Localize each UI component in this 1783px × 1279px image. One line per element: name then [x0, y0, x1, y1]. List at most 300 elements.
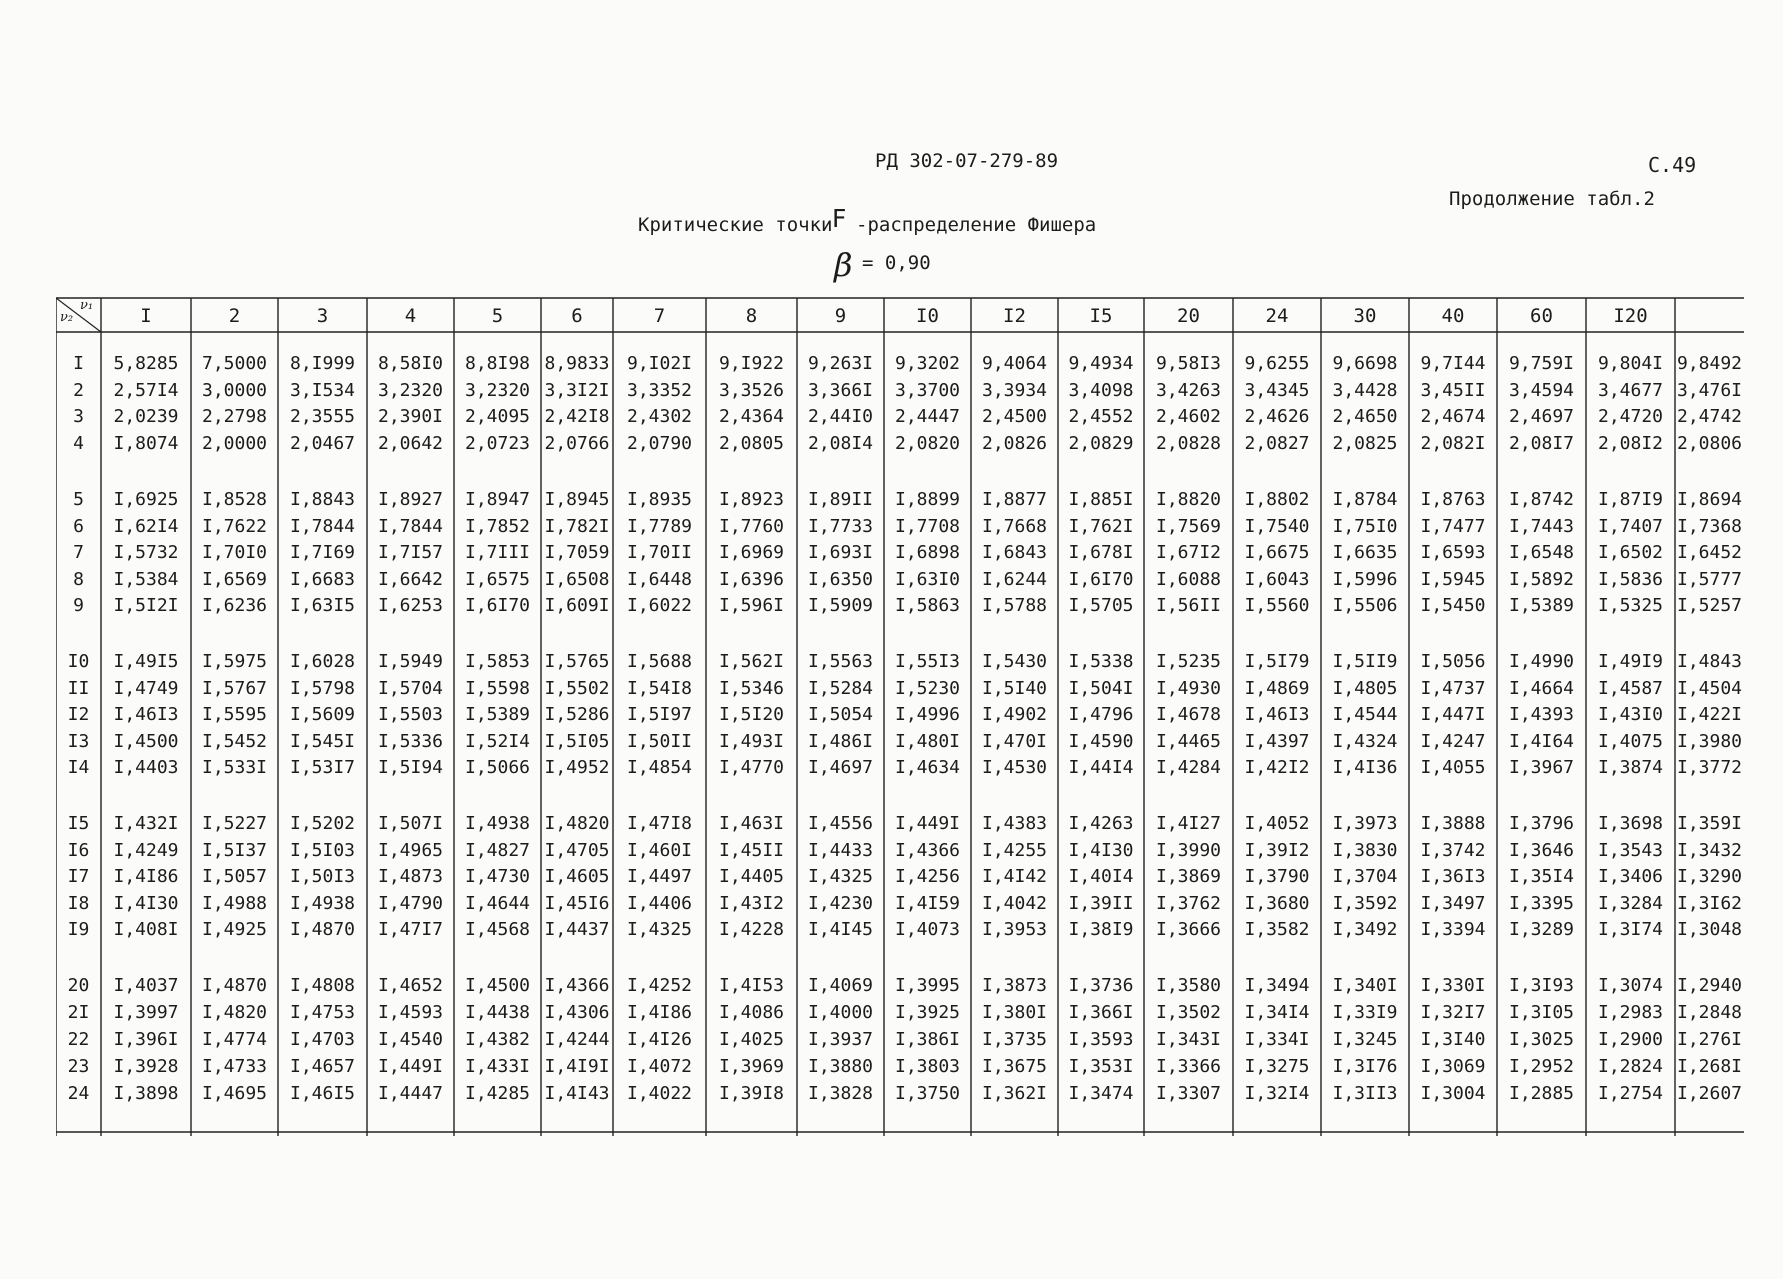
table-continuation-note: Продолжение табл.2 — [1449, 188, 1655, 210]
table-cell: I,4042 — [981, 892, 1048, 914]
table-cell: I,7789 — [626, 515, 693, 537]
table-cell: I,5975 — [201, 651, 268, 672]
table-cell: 3,I534 — [289, 379, 356, 401]
table-cell: I,6675 — [1244, 542, 1310, 563]
table-cell: I,46I5 — [289, 1083, 356, 1104]
column-header: 24 — [1265, 305, 1289, 327]
table-cell: I,596I — [718, 595, 785, 616]
table-cell: I,6925 — [113, 489, 179, 510]
column-header: I2 — [1003, 305, 1026, 327]
row-header: 9 — [73, 595, 84, 616]
row-header: 20 — [67, 975, 90, 996]
table-cell: I,7733 — [807, 515, 874, 537]
table-cell: I,5863 — [894, 595, 961, 616]
table-cell: I,62I4 — [113, 515, 179, 537]
table-cell: I,4497 — [626, 866, 693, 887]
table-cell: 2,0829 — [1068, 432, 1134, 454]
table-cell: I,3474 — [1068, 1083, 1134, 1104]
table-cell: I,4965 — [377, 839, 444, 861]
table-cell: I,4230 — [807, 892, 874, 914]
table-cell: 2,0825 — [1332, 432, 1398, 454]
table-cell: I,3406 — [1597, 866, 1664, 887]
table-cell: 2,0766 — [544, 432, 610, 454]
table-cell: I,7844 — [289, 515, 356, 537]
table-cell: I,4753 — [289, 1002, 356, 1023]
table-cell: I,5I79 — [1244, 651, 1310, 672]
table-cell: I,4069 — [807, 975, 874, 996]
table-cell: 2,42I8 — [544, 406, 610, 427]
table-cell: I,44I4 — [1068, 757, 1134, 778]
row-header: II — [67, 677, 90, 699]
table-cell: 3,2320 — [377, 379, 444, 401]
table-title-suffix: -распределение Фишера — [856, 214, 1097, 236]
column-header: I5 — [1089, 305, 1113, 327]
table-cell: I,4500 — [464, 975, 531, 996]
table-cell: I,4770 — [718, 757, 785, 778]
table-title-prefix: Критические точки — [638, 214, 833, 236]
row-header: I5 — [67, 813, 90, 834]
table-cell: 9,263I — [807, 353, 874, 374]
table-cell: I,4902 — [981, 704, 1048, 725]
column-header: 8 — [745, 305, 758, 327]
table-cell: I,4530 — [981, 757, 1048, 778]
table-cell: I,4938 — [464, 813, 531, 834]
table-cell: I,3II3 — [1332, 1083, 1398, 1104]
table-cell: I,4000 — [807, 1002, 874, 1023]
table-cell: I,43I0 — [1597, 704, 1664, 725]
column-header: 6 — [571, 305, 583, 327]
table-cell: I,5688 — [626, 651, 693, 672]
table-cell: I,56II — [1155, 595, 1222, 616]
column-header: 3 — [316, 305, 329, 327]
table-cell: I,6244 — [981, 568, 1048, 590]
table-cell: 9,I922 — [718, 353, 785, 374]
table-cell: I,353I — [1068, 1056, 1134, 1077]
table-cell: 2,4500 — [981, 406, 1048, 427]
table-cell: I,3937 — [807, 1029, 874, 1050]
table-cell: I,8935 — [626, 489, 693, 510]
table-cell: I,4808 — [289, 975, 356, 996]
table-cell: 9,I02I — [626, 353, 693, 374]
table-cell: I,3543 — [1597, 839, 1664, 861]
table-cell: I,42I2 — [1244, 757, 1310, 778]
table-cell: 2,0723 — [464, 432, 531, 454]
table-cell: I,2848 — [1676, 1002, 1743, 1023]
table-cell: I,6043 — [1244, 568, 1310, 590]
table-cell: I,5202 — [289, 813, 356, 834]
table-cell: I,4820 — [544, 813, 610, 834]
table-cell: I,5430 — [981, 651, 1048, 672]
table-cell: I,3736 — [1068, 975, 1134, 996]
table-cell: I,6683 — [289, 568, 356, 590]
table-cell: I,6088 — [1155, 568, 1222, 590]
table-cell: I,4I53 — [718, 975, 785, 996]
table-cell: I,3925 — [894, 1002, 961, 1023]
column-header: I20 — [1613, 305, 1648, 327]
table-cell: I,3580 — [1155, 975, 1222, 996]
table-cell: I,6575 — [464, 568, 531, 590]
table-cell: I,4I9I — [544, 1056, 610, 1077]
table-cell: I,3698 — [1597, 813, 1664, 834]
table-cell: I,693I — [807, 542, 874, 563]
table-cell: I,63I0 — [894, 568, 961, 590]
table-cell: I,6236 — [201, 595, 268, 616]
table-cell: I,3880 — [807, 1056, 874, 1077]
table-cell: I,4504 — [1676, 677, 1743, 699]
table-cell: I,2754 — [1597, 1083, 1664, 1104]
table-cell: I,3967 — [1508, 757, 1575, 778]
column-header: 7 — [653, 305, 666, 327]
table-cell: I,4568 — [464, 919, 531, 940]
table-cell: I,6I70 — [1068, 568, 1134, 590]
table-cell: I,4820 — [201, 1002, 268, 1023]
table-cell: I,5I20 — [718, 704, 785, 725]
table-cell: I,463I — [718, 813, 785, 834]
table-cell: I,8074 — [113, 432, 179, 454]
table-cell: I,4678 — [1155, 704, 1222, 725]
table-cell: I,3973 — [1332, 813, 1398, 834]
table-cell: I,4590 — [1068, 730, 1134, 752]
table-cell: I,562I — [718, 651, 785, 672]
table-cell: I,8945 — [544, 489, 610, 510]
table-cell: I,4540 — [377, 1029, 444, 1050]
table-cell: I,533I — [201, 757, 268, 778]
column-header: I — [140, 305, 152, 327]
table-cell: I,7I57 — [377, 542, 444, 563]
table-cell: I,3582 — [1244, 919, 1310, 940]
table-cell: I,4244 — [544, 1029, 610, 1050]
table-title-letter: F — [832, 204, 847, 233]
table-cell: 3,4594 — [1508, 379, 1575, 401]
table-cell: I,6635 — [1332, 542, 1398, 563]
table-cell: 3,4345 — [1244, 379, 1310, 401]
table-cell: I,5996 — [1332, 568, 1398, 590]
table-cell: I,4447 — [377, 1083, 444, 1104]
table-cell: I,4930 — [1155, 677, 1222, 699]
table-cell: I,276I — [1676, 1029, 1743, 1050]
row-header: 2 — [73, 379, 84, 401]
table-cell: I,6548 — [1508, 542, 1575, 563]
table-cell: I,3004 — [1420, 1083, 1486, 1104]
table-cell: I,3742 — [1420, 839, 1486, 861]
table-cell: I,5450 — [1420, 595, 1486, 616]
table-cell: I,2900 — [1597, 1029, 1664, 1050]
table-cell: I,460I — [626, 839, 693, 861]
table-cell: I,3I40 — [1420, 1029, 1486, 1050]
table-cell: I,3796 — [1508, 813, 1575, 834]
table-cell: I,39II — [1068, 892, 1134, 914]
table-cell: I,3307 — [1155, 1083, 1222, 1104]
table-cell: I,3969 — [718, 1056, 785, 1077]
table-cell: 2,0827 — [1244, 432, 1310, 454]
table-cell: I,5777 — [1676, 568, 1743, 590]
table-cell: I,5I2I — [113, 595, 179, 616]
table-cell: 2,08I4 — [807, 432, 874, 454]
table-cell: I,6502 — [1597, 542, 1664, 563]
table-cell: I,4324 — [1332, 730, 1398, 752]
table-cell: I,486I — [807, 730, 874, 752]
row-header: 22 — [67, 1029, 90, 1050]
table-cell: 2,0239 — [113, 406, 179, 427]
table-cell: I,762I — [1068, 515, 1134, 537]
table-cell: I,6452 — [1676, 542, 1743, 563]
table-cell: 2,0790 — [626, 432, 693, 454]
table-cell: 2,4602 — [1155, 406, 1222, 427]
table-cell: I,4382 — [464, 1029, 531, 1050]
table-cell: I,4873 — [377, 866, 444, 887]
table-cell: 9,6698 — [1332, 353, 1398, 374]
table-cell: I,4075 — [1597, 730, 1664, 752]
table-cell: I,3366 — [1155, 1056, 1222, 1077]
table-cell: I,433I — [464, 1056, 531, 1077]
column-header: 30 — [1353, 305, 1377, 327]
table-cell: I,2607 — [1676, 1083, 1743, 1104]
table-cell: 2,4302 — [626, 406, 693, 427]
table-cell: I,4022 — [626, 1083, 693, 1104]
table-cell: I,4544 — [1332, 704, 1398, 725]
table-cell: 8,I999 — [289, 353, 356, 374]
table-cell: I,4I36 — [1332, 757, 1398, 778]
table-cell: I,5506 — [1332, 595, 1398, 616]
table-cell: I,5853 — [464, 651, 531, 672]
table-cell: I,5235 — [1155, 651, 1222, 672]
table-cell: I,8947 — [464, 489, 531, 510]
table-cell: I,7368 — [1676, 515, 1743, 537]
table-cell: 2,0820 — [894, 432, 961, 454]
table-cell: I,4055 — [1420, 757, 1486, 778]
table-cell: 9,4064 — [981, 353, 1048, 374]
table-cell: I,3873 — [981, 975, 1048, 996]
table-cell: I,8802 — [1244, 489, 1310, 510]
table-cell: I,3928 — [113, 1056, 179, 1077]
table-cell: 9,4934 — [1068, 353, 1134, 374]
table-cell: I,5598 — [464, 677, 531, 699]
table-cell: I,5595 — [201, 704, 268, 725]
table-cell: I,4I86 — [113, 866, 179, 887]
table-cell: 2,4626 — [1244, 406, 1310, 427]
table-cell: I,4827 — [464, 839, 531, 861]
table-cell: I,5056 — [1420, 651, 1486, 672]
table-cell: I,449I — [377, 1056, 444, 1077]
beta-value: = 0,90 — [862, 252, 931, 274]
table-cell: I,7I69 — [289, 542, 356, 563]
row-header: 23 — [67, 1056, 90, 1077]
table-cell: I,2885 — [1508, 1083, 1575, 1104]
table-cell: I,4854 — [626, 757, 693, 778]
table-cell: I,4664 — [1508, 677, 1575, 699]
table-cell: I,5503 — [377, 704, 444, 725]
table-cell: I,4325 — [807, 866, 874, 887]
table-cell: I,7708 — [894, 515, 961, 537]
table-cell: I,7622 — [201, 515, 268, 537]
table-cell: I,545I — [289, 730, 356, 752]
table-cell: I,4433 — [807, 839, 874, 861]
table-cell: 2,0828 — [1155, 432, 1222, 454]
table-cell: I,4749 — [113, 677, 179, 699]
table-cell: I,4500 — [113, 730, 179, 752]
row-header: I — [73, 353, 84, 374]
table-cell: I,5563 — [807, 651, 874, 672]
table-cell: I,6253 — [377, 595, 444, 616]
table-cell: I,45II — [718, 839, 785, 861]
table-cell: 9,804I — [1597, 353, 1664, 374]
column-header: 2 — [228, 305, 241, 327]
row-header: I6 — [67, 839, 90, 861]
table-cell: 2,4447 — [894, 406, 961, 427]
table-cell: I,5560 — [1244, 595, 1310, 616]
table-cell: I,3025 — [1508, 1029, 1575, 1050]
table-cell: I,4I27 — [1155, 813, 1222, 834]
table-cell: I,609I — [544, 595, 610, 616]
table-cell: I,5704 — [377, 677, 444, 699]
table-cell: I,3I62 — [1676, 892, 1743, 914]
table-cell: I,4705 — [544, 839, 610, 861]
table-cell: I,4255 — [981, 839, 1048, 861]
table-cell: I,3980 — [1676, 730, 1743, 752]
table-cell: 2,390I — [377, 406, 444, 427]
table-cell: I,39I2 — [1244, 839, 1310, 861]
table-cell: I,4938 — [289, 892, 356, 914]
table-cell: I,3275 — [1244, 1056, 1310, 1077]
table-cell: I,5325 — [1597, 595, 1664, 616]
table-cell: I,2824 — [1597, 1056, 1664, 1077]
table-cell: 3,3934 — [981, 379, 1048, 401]
table-cell: I,55I3 — [894, 651, 961, 672]
table-cell: I,67I2 — [1155, 542, 1222, 563]
table-cell: I,4406 — [626, 892, 693, 914]
table-cell: I,75I0 — [1332, 515, 1398, 537]
table-cell: I,2940 — [1676, 975, 1743, 996]
table-cell: I,4I30 — [113, 892, 179, 914]
table-cell: I,3I76 — [1332, 1056, 1398, 1077]
table-cell: I,6508 — [544, 568, 610, 590]
table-cell: I,70I0 — [201, 542, 268, 563]
table-cell: I,4393 — [1508, 704, 1575, 725]
table-cell: I,50I3 — [289, 866, 356, 887]
table-cell: I,480I — [894, 730, 961, 752]
table-cell: I,4072 — [626, 1056, 693, 1077]
table-cell: I,8742 — [1508, 489, 1575, 510]
row-header: 7 — [73, 542, 84, 563]
table-cell: I,8763 — [1420, 489, 1486, 510]
table-cell: I,6593 — [1420, 542, 1486, 563]
table-cell: I,3494 — [1244, 975, 1310, 996]
row-header: I8 — [67, 892, 90, 914]
table-cell: I,7407 — [1597, 515, 1664, 537]
table-cell: I,4I86 — [626, 1002, 693, 1023]
table-cell: I,3593 — [1068, 1029, 1134, 1050]
table-cell: I,5284 — [807, 677, 874, 699]
table-cell: I,3I93 — [1508, 975, 1575, 996]
table-cell: I,4263 — [1068, 813, 1134, 834]
table-cell: I,4052 — [1244, 813, 1310, 834]
table-cell: I,5I37 — [201, 839, 268, 861]
table-cell: I,4252 — [626, 975, 693, 996]
table-cell: 8,58I0 — [377, 353, 444, 374]
table-cell: 9,7I44 — [1420, 353, 1486, 374]
table-cell: I,38I9 — [1068, 919, 1134, 940]
table-cell: I,5I05 — [544, 730, 610, 752]
table-cell: I,507I — [377, 813, 444, 834]
table-cell: 3,4677 — [1597, 379, 1664, 401]
table-cell: I,6898 — [894, 542, 961, 563]
table-cell: 2,08I7 — [1508, 432, 1575, 454]
row-header: 8 — [73, 568, 84, 590]
table-cell: I,5788 — [981, 595, 1048, 616]
column-header: 9 — [834, 305, 847, 327]
table-cell: I,4256 — [894, 866, 961, 887]
table-cell: I,40I4 — [1068, 866, 1134, 887]
table-cell: I,5384 — [113, 568, 179, 590]
table-cell: 9,8492 — [1676, 353, 1743, 374]
table-cell: I,4796 — [1068, 704, 1134, 725]
table-cell: I,268I — [1676, 1056, 1743, 1077]
table-cell: 2,44I0 — [807, 406, 874, 427]
table-cell: I,5054 — [807, 704, 874, 725]
table-cell: I,46I3 — [113, 704, 179, 725]
table-cell: 8,8I98 — [464, 353, 531, 374]
table-cell: I,7059 — [544, 542, 610, 563]
table-cell: 2,0805 — [718, 432, 785, 454]
table-cell: I,3666 — [1155, 919, 1222, 940]
table-cell: I,4073 — [894, 919, 961, 940]
table-cell: I,3704 — [1332, 866, 1398, 887]
table-cell: I,4437 — [544, 919, 610, 940]
row-header: I4 — [67, 757, 90, 778]
table-cell: I,5609 — [289, 704, 356, 725]
table-cell: I,3069 — [1420, 1056, 1486, 1077]
table-cell: I,6028 — [289, 651, 356, 672]
table-cell: I,4I59 — [894, 892, 961, 914]
table-cell: I,4605 — [544, 866, 610, 887]
table-cell: I,3828 — [807, 1083, 874, 1104]
table-cell: I,4703 — [289, 1029, 356, 1050]
table-cell: I,359I — [1676, 813, 1743, 834]
table-cell: 2,0000 — [201, 432, 268, 454]
table-cell: I,7540 — [1244, 515, 1310, 537]
table-cell: I,4383 — [981, 813, 1048, 834]
table-cell: I,6843 — [981, 542, 1048, 563]
table-cell: I,4644 — [464, 892, 531, 914]
table-cell: I,4228 — [718, 919, 785, 940]
table-cell: I,32I7 — [1420, 1002, 1486, 1023]
table-cell: I,54I8 — [626, 677, 693, 699]
table-cell: I,4925 — [201, 919, 268, 940]
table-cell: I,5230 — [894, 677, 961, 699]
table-cell: 3,3352 — [626, 379, 693, 401]
table-cell: 2,57I4 — [113, 379, 179, 401]
row-header: 4 — [73, 432, 84, 454]
corner-label-v2: ν₂ — [60, 310, 74, 325]
table-cell: I,343I — [1155, 1029, 1222, 1050]
table-cell: I,7852 — [464, 515, 531, 537]
table-cell: I,34I4 — [1244, 1002, 1310, 1023]
table-cell: 2,4697 — [1508, 406, 1575, 427]
table-cell: I,4657 — [289, 1056, 356, 1077]
row-header: 24 — [67, 1083, 90, 1104]
table-cell: 2,4364 — [718, 406, 785, 427]
table-cell: I,49I5 — [113, 651, 179, 672]
table-cell: I,3432 — [1676, 839, 1743, 861]
table-cell: I,782I — [544, 515, 610, 537]
table-cell: I,33I9 — [1332, 1002, 1398, 1023]
table-cell: I,3395 — [1508, 892, 1575, 914]
table-cell: 9,759I — [1508, 353, 1575, 374]
table-cell: I,3245 — [1332, 1029, 1398, 1050]
corner-label-v1: ν₁ — [80, 298, 94, 313]
table-cell: I,5346 — [718, 677, 785, 699]
table-cell: 7,5000 — [201, 353, 268, 374]
